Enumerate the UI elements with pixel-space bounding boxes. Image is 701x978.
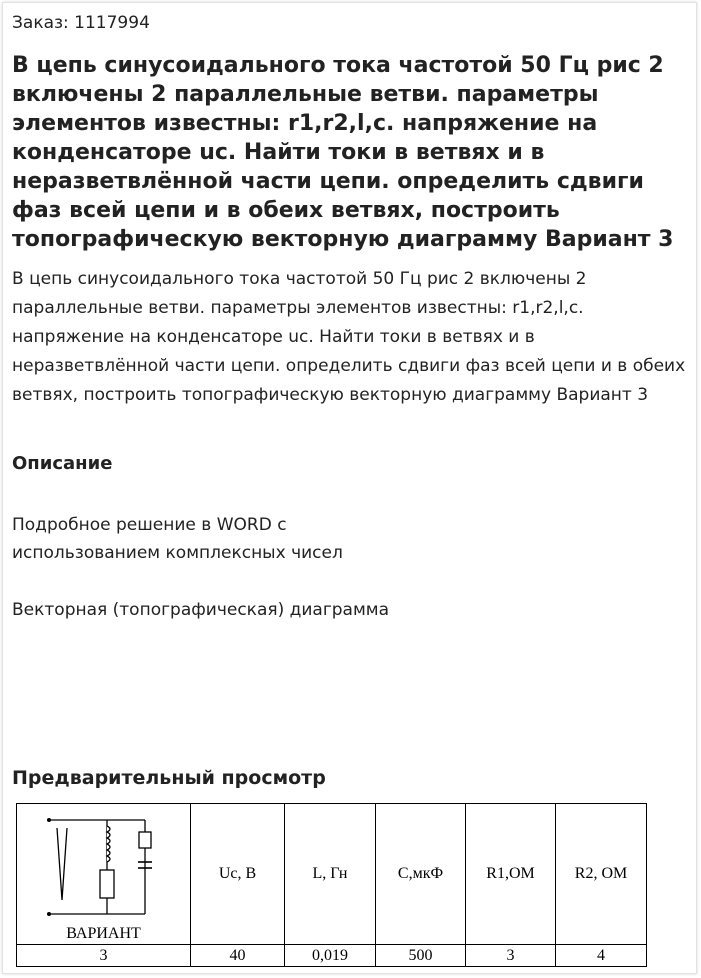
preview-heading: Предварительный просмотр bbox=[12, 767, 326, 789]
value-cell: 4 bbox=[556, 945, 647, 967]
value-cell: 40 bbox=[191, 945, 285, 967]
variant-label: ВАРИАНТ bbox=[66, 925, 141, 942]
solution-note-line-2: использованием комплексных чисел bbox=[12, 543, 343, 563]
task-description: В цепь синусоидального тока частотой 50 Гц рис 2 включены 2 параллельные ветви. параметры элементов известны: r1,r2,l,c. напряжение на конденсаторе uc. Найти токи в ветвях и в неразветвлённой части цепи. определить сдвиги фаз всей цепи и в обеих ветвях, построить топографическую векторную диаграмму Вариант 3 bbox=[12, 269, 686, 405]
header-cell: R1,ОМ bbox=[466, 804, 556, 945]
value-cell: 3 bbox=[466, 945, 556, 967]
table-header-row bbox=[17, 804, 647, 945]
circuit-diagram-cell bbox=[17, 804, 191, 945]
header-cell: С,мкФ bbox=[376, 804, 466, 945]
value-cell: 500 bbox=[376, 945, 466, 967]
parameters-table bbox=[16, 803, 647, 967]
table-row bbox=[17, 945, 647, 967]
page-title: В цепь синусоидального тока частотой 50 Гц рис 2 включены 2 параллельные ветви. параметры элементов известны: r1,r2,l,c. напряжение на конденсаторе uc. Найти токи в ветвях и в неразветвлённой части цепи. определить сдвиги фаз всей цепи и в обеих ветвях, построить топографическую векторную диаграмму Вариант 3 bbox=[12, 53, 674, 252]
solution-note-line-1: Подробное решение в WORD с bbox=[12, 515, 287, 535]
solution-note bbox=[12, 511, 612, 567]
value-cell: 3 bbox=[17, 945, 191, 967]
header-cell: R2, ОМ bbox=[556, 804, 647, 945]
order-number: Заказ: 1117994 bbox=[12, 13, 150, 33]
circuit-diagram bbox=[27, 806, 157, 924]
header-cell: Uc, В bbox=[191, 804, 285, 945]
diagram-note: Векторная (топографическая) диаграмма bbox=[12, 600, 390, 620]
page-card bbox=[2, 2, 697, 974]
description-heading: Описание bbox=[12, 453, 113, 474]
value-cell: 0,019 bbox=[285, 945, 376, 967]
header-cell: L, Гн bbox=[285, 804, 376, 945]
